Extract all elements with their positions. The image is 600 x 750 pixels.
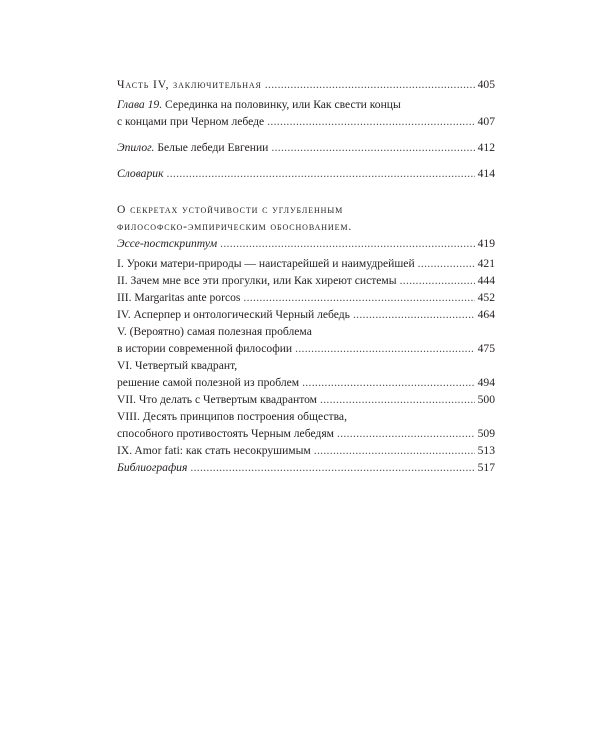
dot-leader — [190, 459, 474, 476]
chapter-title-line-1: Серединка на половинку, или Как свести концы — [165, 98, 401, 111]
section-title: VII. Что делать с Четвертым квадрантом — [117, 393, 318, 406]
section-title-line-1: VI. Четвертый квадрант, — [117, 359, 238, 372]
page-number: 412 — [477, 141, 495, 154]
page-number: 405 — [477, 78, 495, 91]
toc-entry-bibliography[interactable] — [117, 459, 495, 476]
glossary-title: Словарик — [117, 167, 164, 180]
toc-entry-section-5[interactable] — [117, 323, 495, 357]
dot-leader — [337, 425, 475, 442]
dot-leader — [167, 165, 475, 182]
dot-leader — [220, 235, 474, 252]
section-title-line-1: VIII. Десять принципов построения общества, — [117, 410, 347, 423]
page-number: 517 — [477, 461, 495, 474]
page-number: 414 — [477, 167, 495, 180]
dot-leader — [243, 289, 474, 306]
page-number: 494 — [477, 376, 495, 389]
section-title: решение самой полезной из проблем — [117, 376, 300, 389]
dot-leader — [267, 113, 474, 130]
section-title: III. Margaritas ante porcos — [117, 291, 241, 304]
page-number: 419 — [477, 237, 495, 250]
dot-leader — [418, 255, 475, 272]
essay-label: Эссе-постскриптум — [117, 237, 218, 250]
page-number: 500 — [477, 393, 495, 406]
dot-leader — [271, 139, 474, 156]
section-title: в истории современной философии — [117, 342, 293, 355]
toc-entry-section-9[interactable] — [117, 442, 495, 459]
section-title: IX. Amor fati: как стать несокрушимым — [117, 444, 311, 457]
page-number: 444 — [477, 274, 495, 287]
epilogue-label: Эпилог. — [117, 141, 155, 154]
epilogue-title: Белые лебеди Евгении — [157, 141, 269, 154]
page-number: 452 — [477, 291, 495, 304]
bibliography-title: Библиография — [117, 461, 188, 474]
toc-entry-section-7[interactable] — [117, 391, 495, 408]
toc-entry-section-8[interactable] — [117, 408, 495, 442]
page-number: 509 — [477, 427, 495, 440]
section-title: IV. Асперпер и онтологический Черный лебедь — [117, 308, 350, 321]
dot-leader — [295, 340, 474, 357]
essay-title-line-1: О секретах устойчивости с углубленным — [117, 203, 344, 216]
page-number: 464 — [477, 308, 495, 321]
dot-leader — [302, 374, 475, 391]
section-title-line-1: V. (Вероятно) самая полезная проблема — [117, 325, 312, 338]
toc-entry-glossary[interactable] — [117, 165, 495, 182]
part-title: Часть IV, заключительная — [117, 78, 262, 91]
dot-leader — [314, 442, 475, 459]
page-number: 407 — [477, 115, 495, 128]
chapter-title-line-2: с концами при Черном лебеде — [117, 115, 265, 128]
page-number: 513 — [477, 444, 495, 457]
dot-leader — [400, 272, 475, 289]
chapter-label: Глава 19. — [117, 98, 163, 111]
section-title: способного противостоять Черным лебедям — [117, 427, 335, 440]
toc-entry-epilogue[interactable] — [117, 139, 495, 156]
dot-leader — [265, 76, 475, 93]
page-number: 421 — [477, 257, 495, 270]
essay-title-line-2: философско-эмпирическим обоснованием. — [117, 220, 353, 233]
page-number: 475 — [477, 342, 495, 355]
dot-leader — [353, 306, 475, 323]
toc-entry-essay[interactable] — [117, 201, 495, 252]
section-title: I. Уроки матери-природы — наистарейшей и наимудрейшей — [117, 257, 415, 270]
toc-entry-section-2[interactable] — [117, 272, 495, 289]
toc-entry-part-4[interactable] — [117, 76, 495, 93]
toc-entry-section-3[interactable] — [117, 289, 495, 306]
table-of-contents — [117, 76, 495, 476]
toc-entry-section-1[interactable] — [117, 255, 495, 272]
toc-entry-chapter-19[interactable] — [117, 96, 495, 130]
toc-entry-section-4[interactable] — [117, 306, 495, 323]
toc-entry-section-6[interactable] — [117, 357, 495, 391]
section-title: II. Зачем мне все эти прогулки, или Как хиреют системы — [117, 274, 397, 287]
dot-leader — [320, 391, 475, 408]
